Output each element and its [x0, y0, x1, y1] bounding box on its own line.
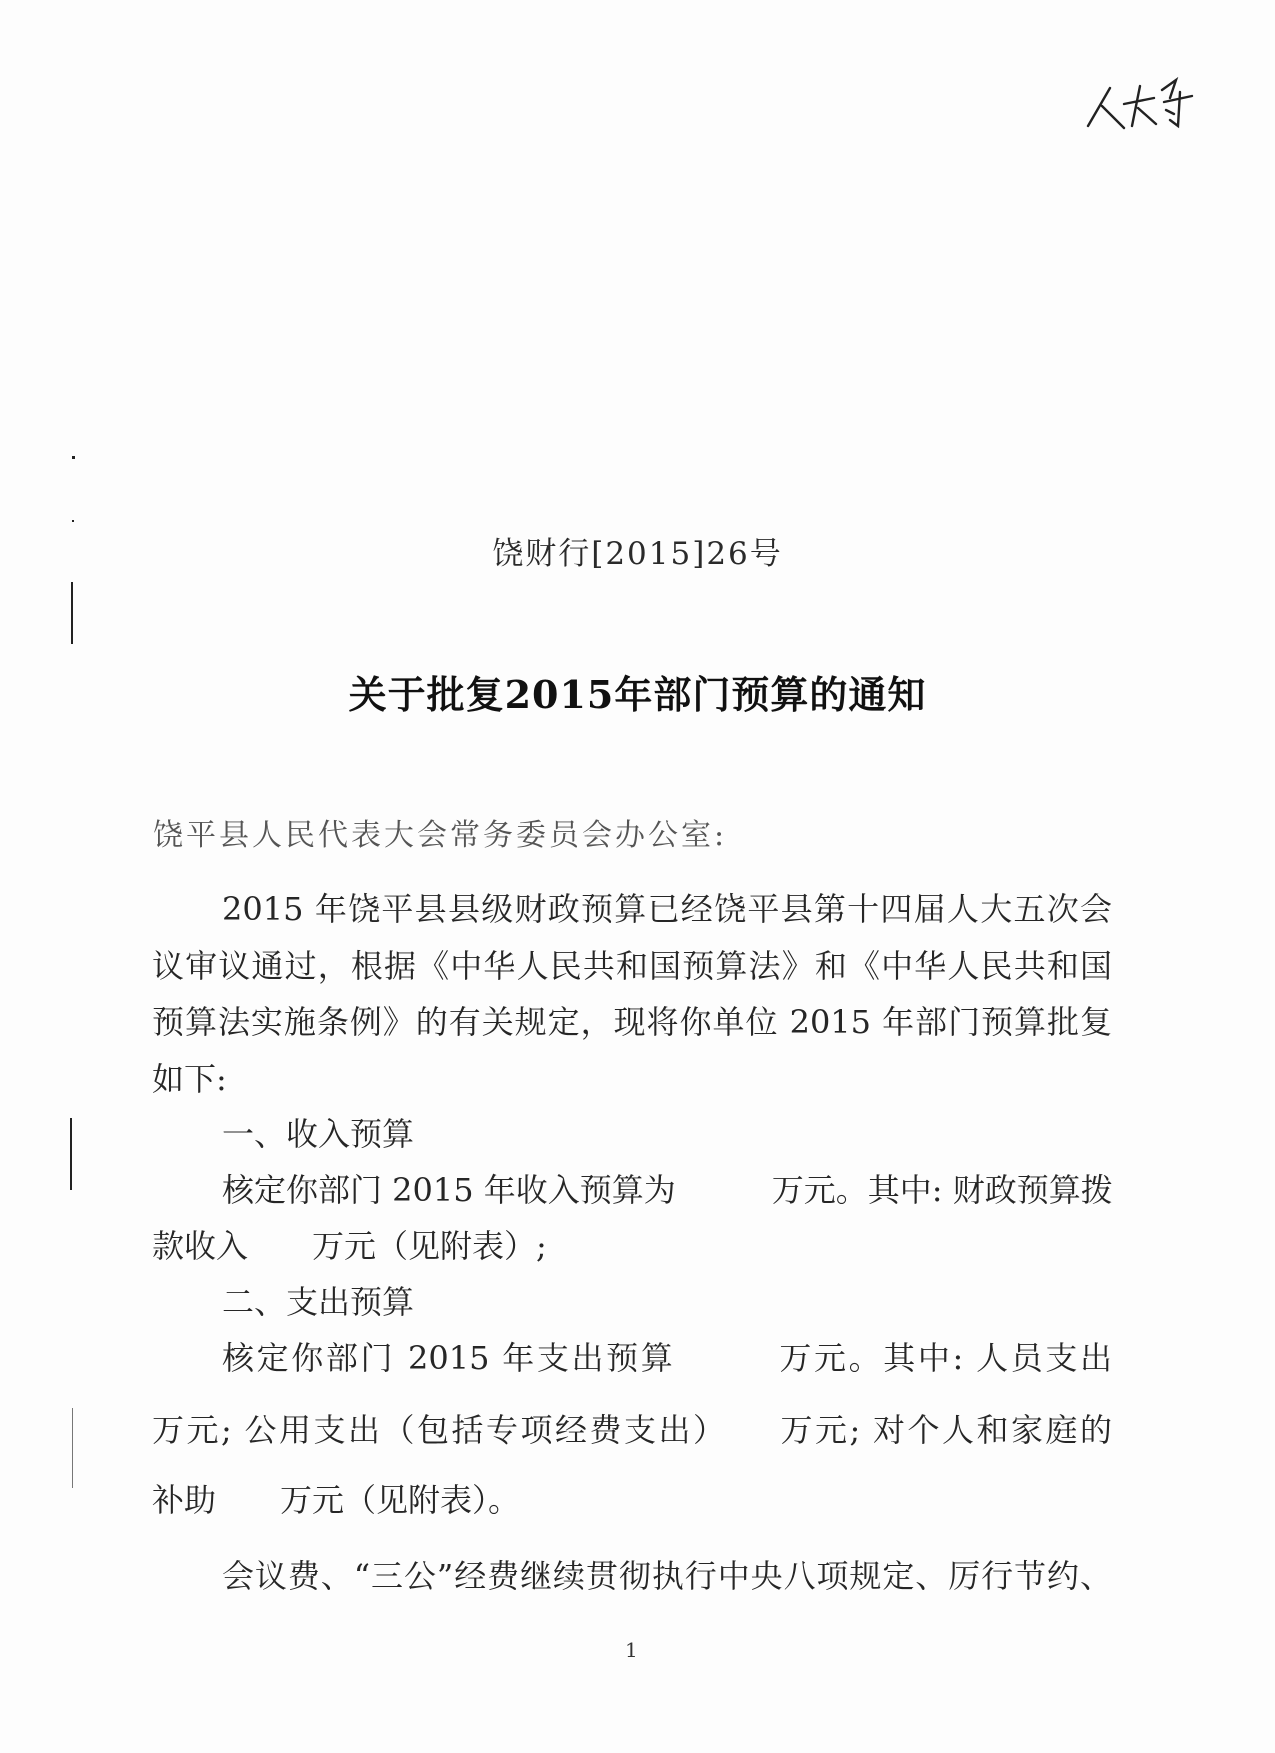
page-number: 1: [625, 1638, 638, 1662]
scan-mark: [72, 1408, 73, 1488]
recipient-line: 饶平县人民代表大会常务委员会办公室:: [153, 818, 728, 853]
paragraph-line: 会议费、“三公”经费继续贯彻执行中央八项规定、厉行节约、: [222, 1557, 1112, 1595]
paragraph-line: 如下:: [152, 1060, 227, 1098]
section-heading-expenditure: 二、支出预算: [222, 1283, 415, 1321]
paragraph-line: 议审议通过，根据《中华人民共和国预算法》和《中华人民共和国: [152, 947, 1112, 985]
scan-mark: [70, 1118, 72, 1190]
scan-mark: [71, 582, 73, 644]
paragraph-line: 2015 年饶平县县级财政预算已经饶平县第十四届人大五次会: [222, 890, 1112, 928]
paragraph-line: 款收入 万元（见附表）;: [152, 1227, 547, 1265]
document-title: 关于批复2015年部门预算的通知: [348, 672, 927, 717]
section-heading-income: 一、收入预算: [222, 1115, 415, 1153]
scan-mark: [72, 456, 75, 459]
document-number: 饶财行[2015]26号: [492, 536, 783, 572]
paragraph-line: 补助 万元（见附表）。: [152, 1481, 521, 1519]
paragraph-line: 预算法实施条例》的有关规定，现将你单位 2015 年部门预算批复: [152, 1003, 1112, 1041]
paragraph-line: 核定你部门 2015 年支出预算 万元。其中: 人员支出: [222, 1339, 1112, 1377]
scan-mark: [72, 520, 74, 522]
handwritten-note: [1080, 68, 1200, 138]
paragraph-line: 万元; 公用支出（包括专项经费支出） 万元; 对个人和家庭的: [152, 1411, 1112, 1449]
paragraph-line: 核定你部门 2015 年收入预算为 万元。其中: 财政预算拨: [222, 1171, 1113, 1209]
